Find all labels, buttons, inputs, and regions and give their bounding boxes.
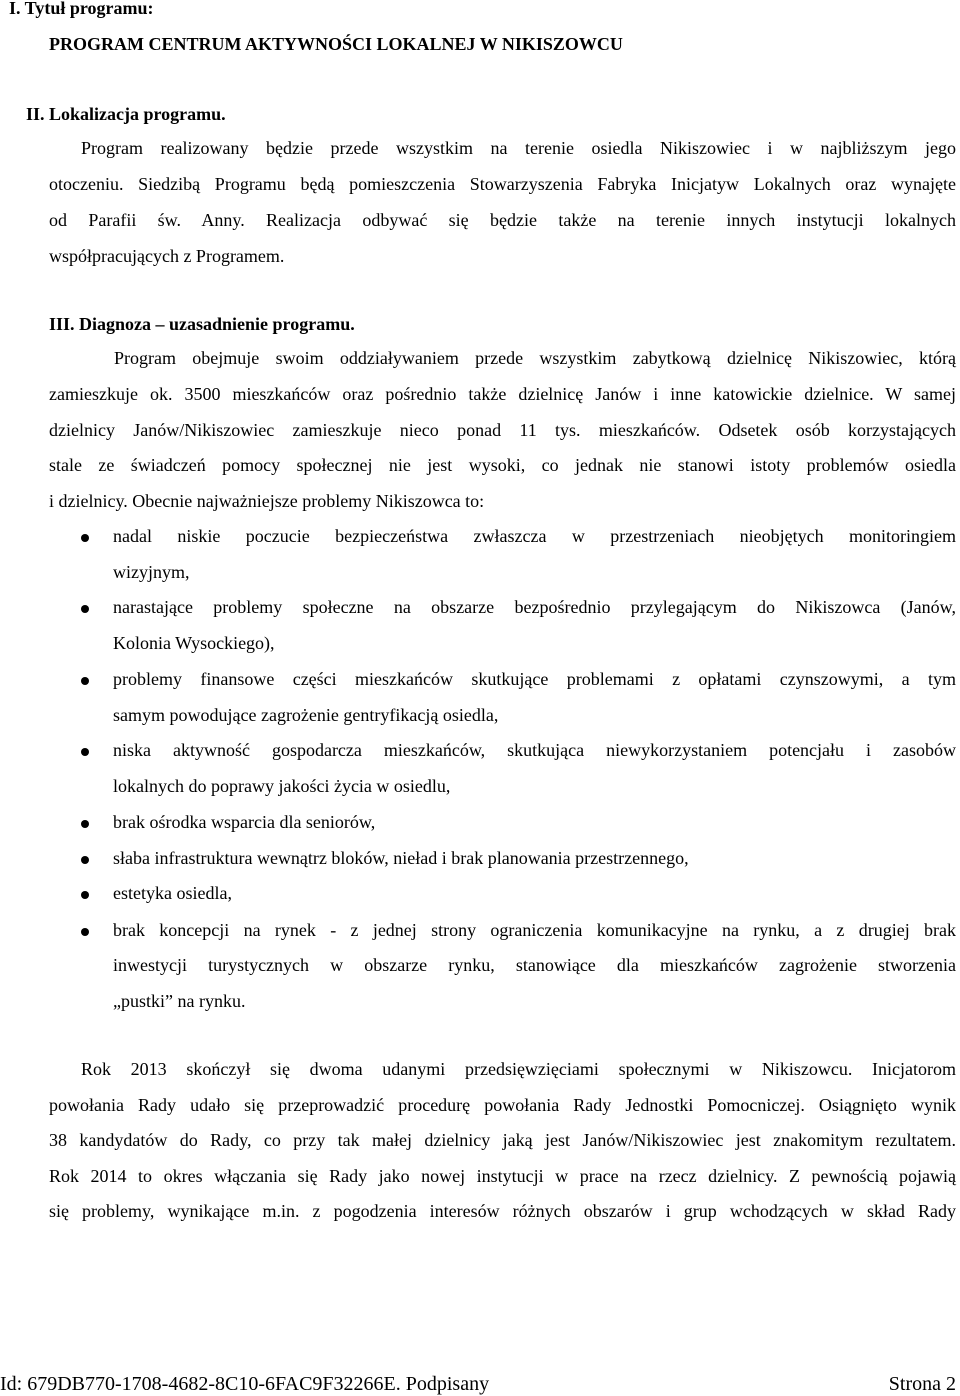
bullet-item-line: lokalnych do poprawy jakości życia w osiedlu, — [113, 776, 451, 796]
paragraph-line: dzielnicy Janów/Nikiszowiec zamieszkuje nieco ponad 11 tys. mieszkańców. Odsetek osób korzystających — [49, 420, 956, 440]
bullet-item-line: problemy finansowe części mieszkańców skutkujące problemami z opłatami czynszowymi, a tym — [113, 669, 956, 689]
paragraph-line: współpracujących z Programem. — [49, 246, 285, 266]
bullet-item-line: inwestycji turystycznych w obszarze rynku, stanowiące dla mieszkańców zagrożenie stworzenia — [113, 955, 956, 975]
bullet-icon — [81, 856, 89, 864]
bullet-icon — [81, 605, 89, 613]
bullet-item-line: „pustki” na rynku. — [113, 991, 246, 1011]
paragraph-line: i dzielnicy. Obecnie najważniejsze problemy Nikiszowca to: — [49, 491, 485, 511]
paragraph-line: otoczeniu. Siedzibą Programu będą pomieszczenia Stowarzyszenia Fabryka Inicjatyw Lokalnych oraz wynajęte — [49, 174, 956, 194]
program-title: PROGRAM CENTRUM AKTYWNOŚCI LOKALNEJ W NIKISZOWCU — [49, 34, 623, 54]
section-2-heading: II. Lokalizacja programu. — [26, 104, 226, 124]
bullet-icon — [81, 928, 89, 936]
paragraph-line: Rok 2014 to okres włączania się Rady jako nowej instytucji w prace na rzecz dzielnicy. Z pewnością pojawią — [49, 1166, 956, 1186]
bullet-icon — [81, 534, 89, 542]
bullet-icon — [81, 748, 89, 756]
paragraph-line: Program realizowany będzie przede wszystkim na terenie osiedla Nikiszowiec i w najbliższym jego — [81, 138, 956, 158]
bullet-item-line: wizyjnym, — [113, 562, 190, 582]
paragraph-line: się problemy, wynikające m.in. z pogodzenia interesów różnych obszarów i grup wchodzących w skład Rady — [49, 1201, 956, 1221]
paragraph-line: od Parafii św. Anny. Realizacja odbywać się będzie także na terenie innych instytucji lokalnych — [49, 210, 956, 230]
bullet-item-line: brak ośrodka wsparcia dla seniorów, — [113, 812, 376, 832]
paragraph-line: Program obejmuje swoim oddziaływaniem przede wszystkim zabytkową dzielnicę Nikiszowiec, którą — [114, 348, 956, 368]
section-1-heading: I. Tytuł programu: — [9, 0, 154, 18]
document-id-footer: Id: 679DB770-1708-4682-8C10-6FAC9F32266E. Podpisany — [0, 1373, 490, 1395]
bullet-icon — [81, 677, 89, 685]
page-number: Strona 2 — [888, 1373, 956, 1395]
bullet-item-line: samym powodujące zagrożenie gentryfikacją osiedla, — [113, 705, 499, 725]
bullet-item-line: Kolonia Wysockiego), — [113, 633, 275, 653]
bullet-item-line: niska aktywność gospodarcza mieszkańców, skutkująca niewykorzystaniem potencjału i zasobów — [113, 740, 956, 760]
section-3-heading: III. Diagnoza – uzasadnienie programu. — [49, 314, 355, 334]
paragraph-line: stale ze świadczeń pomocy społecznej nie jest wysoki, co jednak nie stanowi istoty problemów osiedla — [49, 455, 956, 475]
bullet-item-line: słaba infrastruktura wewnątrz bloków, nieład i brak planowania przestrzennego, — [113, 848, 689, 868]
bullet-icon — [81, 820, 89, 828]
bullet-item-line: narastające problemy społeczne na obszarze bezpośrednio przylegającym do Nikiszowca (Janów, — [113, 597, 956, 617]
paragraph-line: zamieszkuje ok. 3500 mieszkańców oraz pośrednio także dzielnicę Janów i inne katowickie dzielnice. W samej — [49, 384, 956, 404]
bullet-item-line: nadal niskie poczucie bezpieczeństwa zwłaszcza w przestrzeniach nieobjętych monitoringiem — [113, 526, 956, 546]
paragraph-line: 38 kandydatów do Rady, co przy tak małej dzielnicy jaką jest Janów/Nikiszowiec jest znakomitym rezultatem. — [49, 1130, 956, 1150]
paragraph-line: Rok 2013 skończył się dwoma udanymi przedsięwzięciami społecznymi w Nikiszowcu. Inicjatorom — [81, 1059, 956, 1079]
bullet-item-line: estetyka osiedla, — [113, 883, 232, 903]
paragraph-line: powołania Rady udało się przeprowadzić procedurę powołania Rady Jednostki Pomocniczej. Osiągnięto wynik — [49, 1095, 956, 1115]
bullet-icon — [81, 891, 89, 899]
bullet-item-line: brak koncepcji na rynek - z jednej strony ograniczenia komunikacyjne na rynku, a z drugiej brak — [113, 920, 956, 940]
